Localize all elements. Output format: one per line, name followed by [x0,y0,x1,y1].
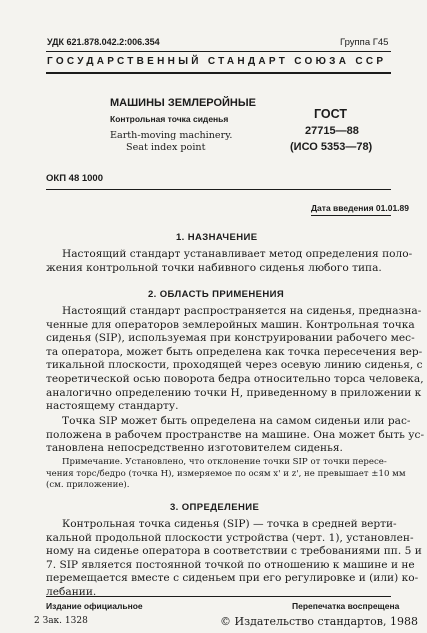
section-1-line: Настоящий стандарт устанавливает метод определения поло- [62,248,413,260]
section-2-line: Точка SIP может быть определена на самом сиденьи или рас- [62,415,411,427]
official-edition-label: Издание официальное [46,601,143,611]
udk-code: УДК 621.878.042.2:006.354 [47,37,160,47]
section-2-line: сиденья (SIP), используемая при конструировании рабочего мес- [46,332,415,345]
section-1-line: жения контрольной точки набивного сиденья любого типа. [46,261,382,274]
footer-rule [46,596,391,597]
document-subtitle-ru: Контрольная точка сиденья [110,114,229,124]
intro-date: Дата введения 01.01.89 [311,203,409,213]
section-3-line: Контрольная точка сиденья (SIP) — точка в средней верти- [62,518,397,530]
section-2-line: ченные для операторов землеройных машин. Контрольная точка [46,318,415,331]
gost-number: 27715—88 [305,125,359,137]
section-2-paragraph-1 [46,305,424,414]
document-title-en-1: Earth-moving machinery. [110,130,233,141]
document-title-en-2: Seat index point [126,142,206,153]
section-2-line: аналогично определению точки H, приведенному в приложении к [46,386,422,399]
section-2-line: та оператора, может быть определена как точка пересечения вер- [46,345,423,358]
section-3-text [46,518,422,600]
section-2-line: настоящему стандарту. [46,400,179,413]
note-line: (см. приложение). [46,480,130,491]
header-rule-top [46,51,391,52]
section-2-paragraph-2 [46,415,425,456]
order-number: 2 Зак. 1328 [34,616,88,626]
section-2-line: Настоящий стандарт распространяется на сиденья, предназна- [62,305,422,317]
section-2-line: теоретической осью поворота бедра относительно торса человека, [46,372,424,385]
copyright-notice: © Издательство стандартов, 1988 [220,615,418,628]
section-1-heading: 1. НАЗНАЧЕНИЕ [176,232,258,243]
section-3-line: ному на сиденье оператора в соответствии с требованиями пп. 5 и [46,545,422,558]
section-2-line: тикальной плоскости, проходящей через осевую линию сиденья, с [46,359,423,372]
note-line: Примечание. Установлено, что отклонение точки SIP от точки пересе- [62,457,387,467]
intro-date-underline [311,215,391,216]
section-2-line: положена в рабочем пространстве на машине. Она может быть ус- [46,428,425,441]
okp-rule [46,189,391,190]
gost-label: ГОСТ [314,107,347,121]
section-3-line: кальной продольной плоскости устройства (черт. 1), установлен- [46,531,414,544]
section-1-text [46,248,413,275]
document-title-ru: МАШИНЫ ЗЕМЛЕРОЙНЫЕ [110,97,256,109]
section-2-note [46,457,406,492]
header-rule-bottom [46,72,391,74]
section-2-line: тановлена непосредственно изготовителем сиденья. [46,442,343,455]
reprint-prohibited-label: Перепечатка воспрещена [292,601,400,611]
note-line: чения торс/бедро (точка H), измеряемое по осям x' и z', не превышает ±10 мм [46,468,406,479]
iso-reference: (ИСО 5353—78) [290,141,373,153]
group-code: Группа Г45 [340,37,389,48]
section-3-line: лебании. [46,585,97,598]
section-3-line: 7. SIP является постоянной точкой по отношению к машине и не [46,558,415,571]
section-2-heading: 2. ОБЛАСТЬ ПРИМЕНЕНИЯ [148,289,285,300]
section-3-heading: 3. ОПРЕДЕЛЕНИЕ [170,502,260,513]
okp-code: ОКП 48 1000 [46,173,103,184]
section-3-line: перемещается вместе с сиденьем при его регулировке и (или) ко- [46,572,419,585]
standard-title: ГОСУДАРСТВЕННЫЙ СТАНДАРТ СОЮЗА ССР [47,56,387,67]
